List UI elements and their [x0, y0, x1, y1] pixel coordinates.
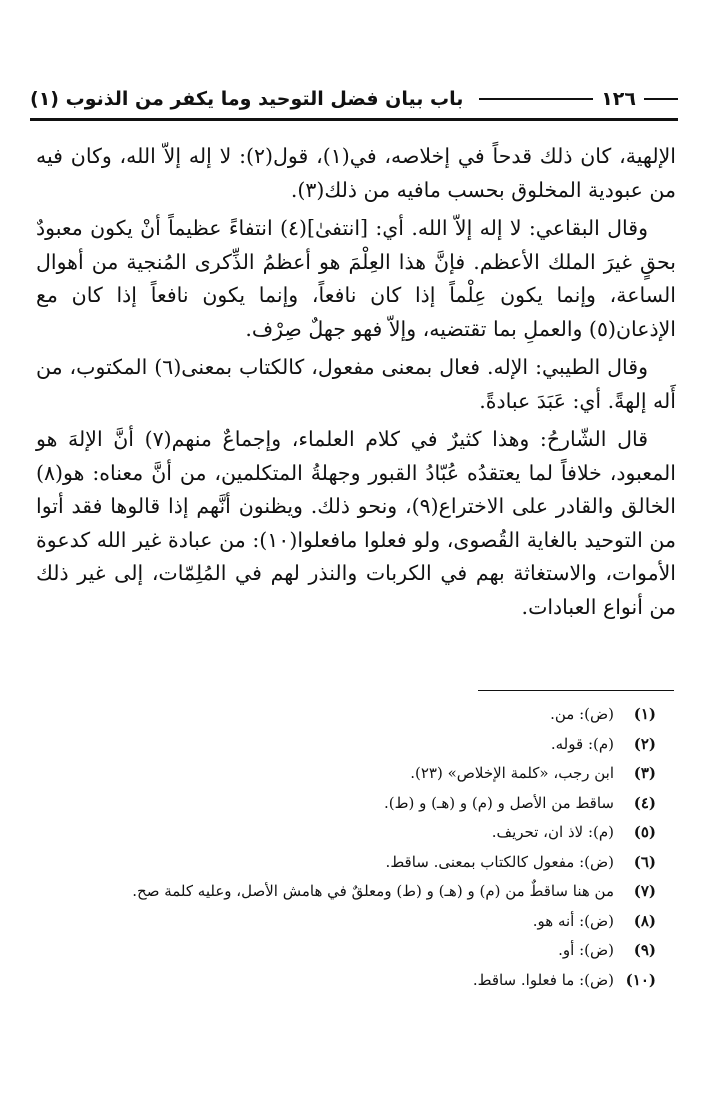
- footnote-number: (٢): [633, 734, 656, 753]
- footnote-number: (٣): [633, 764, 656, 782]
- footnote-number: (٨): [633, 911, 656, 930]
- header-dash-line: [479, 98, 593, 100]
- header-dash: [644, 98, 678, 100]
- main-text: [36, 140, 676, 629]
- footnote-text: (م): لاذ ان، تحريف.: [491, 823, 614, 841]
- footnote-text: (ض): ما فعلوا. ساقط.: [472, 970, 614, 989]
- paragraph: وقال الطيبي: الإله. فعال بمعنى مفعول، كالكتاب بمعنى(٦) المكتوب، من أَله إلهةً. أي: عَبَدَ عبادةً.: [36, 355, 676, 413]
- footnote-item: [36, 818, 656, 848]
- footnote-item: [36, 936, 656, 966]
- footnote-text: (ض): أنه هو.: [532, 911, 614, 930]
- page-number: ١٢٦: [601, 88, 636, 110]
- footnote-item: [36, 700, 656, 730]
- header-rule: [30, 118, 678, 121]
- footnote-text: ساقط من الأصل و (م) و (هـ) و (ط).: [383, 793, 614, 812]
- footnote-item: [36, 877, 656, 907]
- footnote-item: [36, 730, 656, 760]
- footnote-text: (م): قوله.: [550, 734, 614, 753]
- paragraph: الإلهية، كان ذلك قدحاً في إخلاصه، في(١)، قول(٢): لا إله إلاّ الله، وكان فيه من عبودية المخلوق بحسب مافيه من ذلك(٣).: [36, 144, 676, 202]
- footnote-number: (٤): [633, 793, 656, 812]
- footnote-text: ابن رجب، «كلمة الإخلاص» (٢٣).: [410, 764, 614, 782]
- running-header: [30, 82, 678, 116]
- footnotes: [36, 700, 656, 995]
- footnote-number: (١): [633, 705, 656, 723]
- footnote-item: [36, 848, 656, 878]
- footnote-separator: [478, 690, 674, 691]
- footnote-number: (٧): [633, 882, 656, 900]
- footnote-text: (ض): مفعول كالكتاب بمعنى. ساقط.: [385, 852, 614, 871]
- footnote-number: (٦): [633, 852, 656, 871]
- footnote-item: [36, 966, 656, 996]
- footnote-item: [36, 789, 656, 819]
- paragraph: قال الشّارحُ: وهذا كثيرٌ في كلام العلماء، وإجماعٌ منهم(٧) أنَّ الإلهَ هو المعبود، خلافاً لما يعتقدُه عُبّادُ القبور وجهلةُ المتكلمين، من أنَّ معناه: هو(٨) الخالق والقادر على الاختراع(٩)، ونحو ذلك. ويظنون أنَّهم إذا قالوها فقد أتوا من التوحيد بالغاية القُصوى، ولو فعلوا مافعلوا(١٠): من عبادة غير الله كدعوة الأموات، والاستغاثة بهم في الكربات والنذر لهم في المُلِمّات، إلى غير ذلك من أنواع العبادات.: [36, 427, 676, 619]
- chapter-title: باب بيان فضل التوحيد وما يكفر من الذنوب (١): [30, 88, 464, 110]
- footnote-item: [36, 907, 656, 937]
- footnote-number: (٥): [633, 823, 656, 841]
- footnote-number: (٩): [633, 941, 656, 959]
- footnote-text: (ض): من.: [550, 705, 614, 723]
- paragraph: وقال البقاعي: لا إله إلاّ الله. أي: [انتفىٰ](٤) انتفاءً عظيماً أنْ يكون معبودٌ بحقٍ غيرَ الملك الأعظم. فإنَّ هذا العِلْمَ هو أعظمُ الذِّكرى المُنجية من أهوال الساعة، وإنما يكون عِلْماً إذا كان نافعاً، وإنما يكون نافعاً إذا كان مع الإذعان(٥) والعملِ بما تقتضيه، وإلاّ فهو جهلٌ صِرْف.: [36, 216, 676, 341]
- footnote-number: (١٠): [625, 970, 656, 989]
- footnote-text: (ض): أو.: [558, 941, 614, 959]
- footnote-text: من هنا ساقطٌ من (م) و (هـ) و (ط) ومعلقٌ في هامش الأصل، وعليه كلمة صح.: [132, 882, 614, 900]
- footnote-item: [36, 759, 656, 789]
